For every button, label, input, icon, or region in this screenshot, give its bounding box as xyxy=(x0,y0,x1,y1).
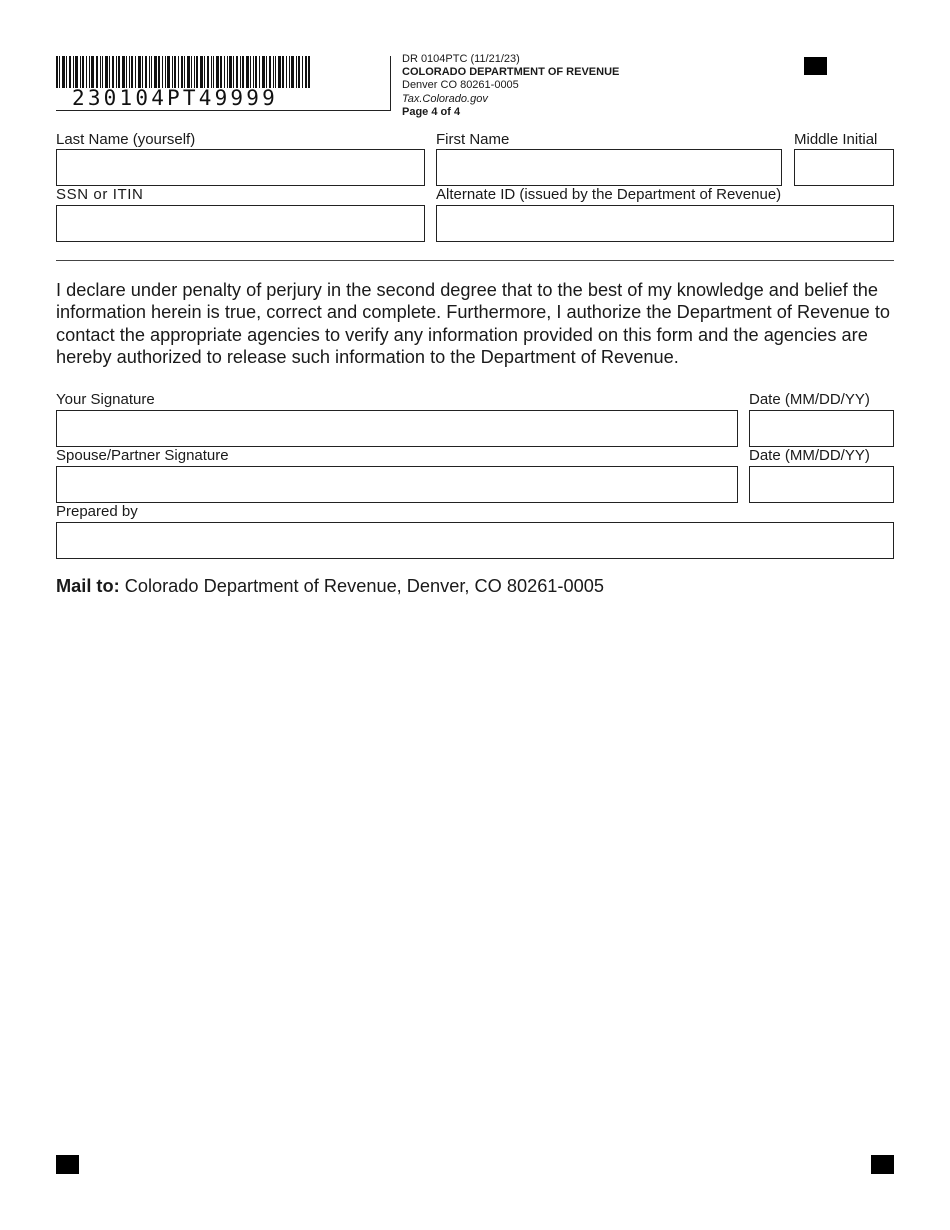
alternate-id-label: Alternate ID (issued by the Department of Revenue) xyxy=(436,186,782,203)
your-date-label: Date (MM/DD/YY) xyxy=(749,391,870,408)
section-divider xyxy=(56,260,894,261)
spouse-signature-field[interactable] xyxy=(56,466,738,503)
spouse-date-field[interactable] xyxy=(749,466,894,503)
registration-mark-bottom-right xyxy=(871,1155,894,1174)
prepared-by-label: Prepared by xyxy=(56,503,138,520)
registration-mark-bottom-left xyxy=(56,1155,79,1174)
spouse-signature-label: Spouse/Partner Signature xyxy=(56,447,229,464)
first-name-field[interactable] xyxy=(436,149,782,186)
department-address: Denver CO 80261-0005 xyxy=(402,79,519,92)
mail-to xyxy=(56,576,604,597)
page-number: Page 4 of 4 xyxy=(402,105,461,118)
form-header xyxy=(402,53,619,119)
barcode xyxy=(56,56,310,88)
ssn-label: SSN or ITIN xyxy=(56,186,144,203)
last-name-label: Last Name (yourself) xyxy=(56,131,196,148)
first-name-label: First Name xyxy=(436,131,510,148)
ssn-field[interactable] xyxy=(56,205,425,242)
alternate-id-field[interactable] xyxy=(436,205,894,242)
department-website: Tax.Colorado.gov xyxy=(402,92,488,105)
registration-mark-top xyxy=(804,57,827,75)
declaration-text: I declare under penalty of perjury in the second degree that to the best of my knowledge and belief the information herein is true, correct and complete. Furthermore, I authorize the Department of Revenue to contact the appropriate agencies to verify any information provided on this form and the agencies are hereby authorized to release such information to the Department of Revenue. xyxy=(56,280,891,367)
mail-to-address: Colorado Department of Revenue, Denver, CO 80261-0005 xyxy=(124,576,604,596)
spouse-date-label: Date (MM/DD/YY) xyxy=(749,447,870,464)
department-name: COLORADO DEPARTMENT OF REVENUE xyxy=(402,66,620,79)
form-id: DR 0104PTC (11/21/23) xyxy=(402,53,520,65)
your-signature-field[interactable] xyxy=(56,410,738,447)
middle-initial-label: Middle Initial xyxy=(794,131,878,148)
middle-initial-field[interactable] xyxy=(794,149,894,186)
last-name-field[interactable] xyxy=(56,149,425,186)
prepared-by-field[interactable] xyxy=(56,522,894,559)
your-signature-label: Your Signature xyxy=(56,391,155,408)
barcode-number: 230104PT49999 xyxy=(72,86,278,110)
barcode-underline xyxy=(56,110,391,111)
barcode-divider xyxy=(390,56,391,111)
your-date-field[interactable] xyxy=(749,410,894,447)
mail-to-label: Mail to: xyxy=(56,576,120,596)
